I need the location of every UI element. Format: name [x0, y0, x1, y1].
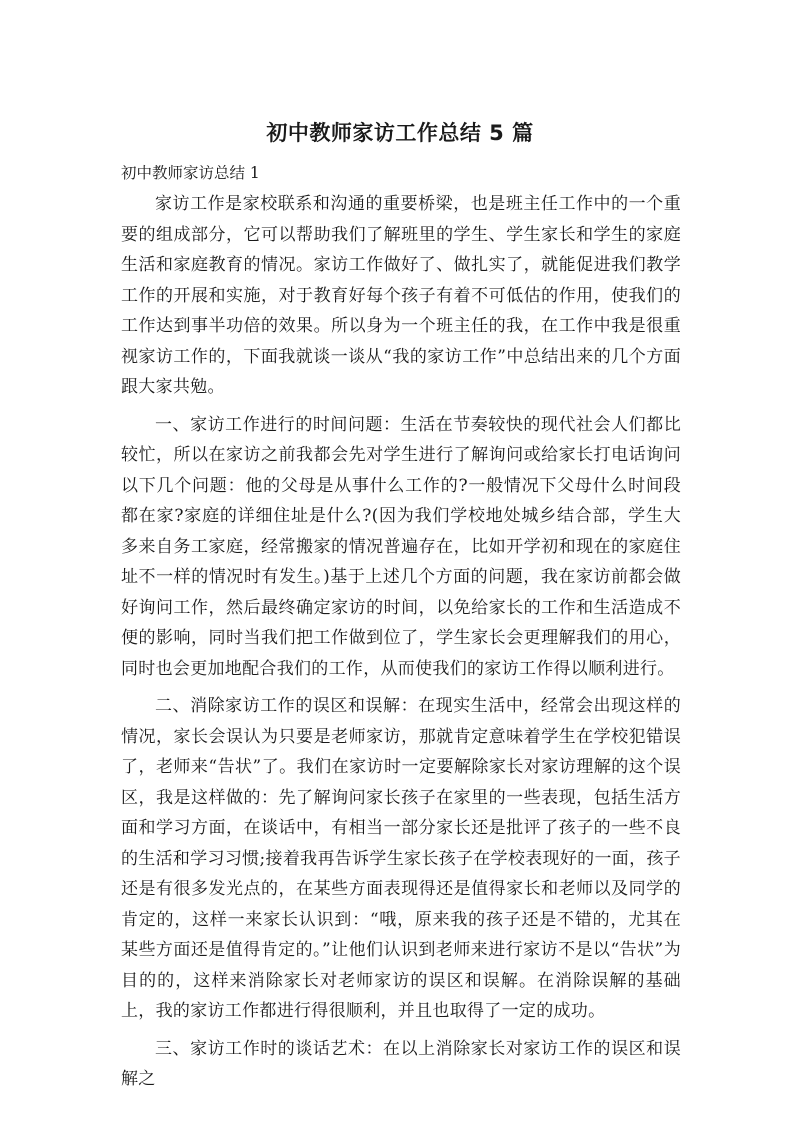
paragraph-section-2: 二、消除家访工作的误区和误解：在现实生活中，经常会出现这样的情况，家长会误认为只要是老师家访，那就肯定意味着学生在学校犯错误了，老师来“告状”了。我们在家访时一定要解除家长对家访理解的这个误区，我是这样做的：先了解询问家长孩子在家里的一些表现，包括生活方面和学习方面，在谈话中，有相当一部分家长还是批评了孩子的一些不良的生活和学习习惯;接着我再告诉学生家长孩子在学校表现好的一面，孩子还是有很多发光点的，在某些方面表现得还是值得家长和老师以及同学的肯定的，这样一来家长认识到：“哦，原来我的孩子还是不错的，尤其在某些方面还是值得肯定的。”让他们认识到老师来进行家访不是以“告状”为目的的，这样来消除家长对老师家访的误区和误解。在消除误解的基础上，我的家访工作都进行得很顺利，并且也取得了一定的成功。	[121, 696, 681, 1021]
document-title: 初中教师家访工作总结 5 篇	[266, 121, 534, 145]
paragraph-intro: 家访工作是家校联系和沟通的重要桥梁，也是班主任工作中的一个重要的组成部分，它可以帮助我们了解班里的学生、学生家长和学生的家庭生活和家庭教育的情况。家访工作做好了、做扎实了，就能促进我们教学工作的开展和实施，对于教育好每个孩子有着不可低估的作用，使我们的工作达到事半功倍的效果。所以身为一个班主任的我，在工作中我是很重视家访工作的，下面我就谈一谈从“我的家访工作”中总结出来的几个方面跟大家共勉。	[121, 194, 681, 397]
paragraph-section-1: 一、家访工作进行的时间问题：生活在节奏较快的现代社会人们都比较忙，所以在家访之前我都会先对学生进行了解询问或给家长打电话询问以下几个问题：他的父母是从事什么工作的?一般情况下父母什么时间段都在家?家庭的详细住址是什么?(因为我们学校地处城乡结合部，学生大多来自务工家庭，经常搬家的情况普遍存在，比如开学初和现在的家庭住址不一样的情况时有发生。)基于上述几个方面的问题，我在家访前都会做好询问工作，然后最终确定家访的时间，以免给家长的工作和生活造成不便的影响，同时当我们把工作做到位了，学生家长会更理解我们的用心，同时也会更加地配合我们的工作，从而使我们的家访工作得以顺利进行。	[121, 414, 681, 679]
paragraph-section-3: 三、家访工作时的谈话艺术：在以上消除家长对家访工作的误区和误解之	[121, 1038, 681, 1089]
section-subtitle: 初中教师家访总结 1	[121, 164, 260, 182]
document-body	[121, 189, 681, 1102]
